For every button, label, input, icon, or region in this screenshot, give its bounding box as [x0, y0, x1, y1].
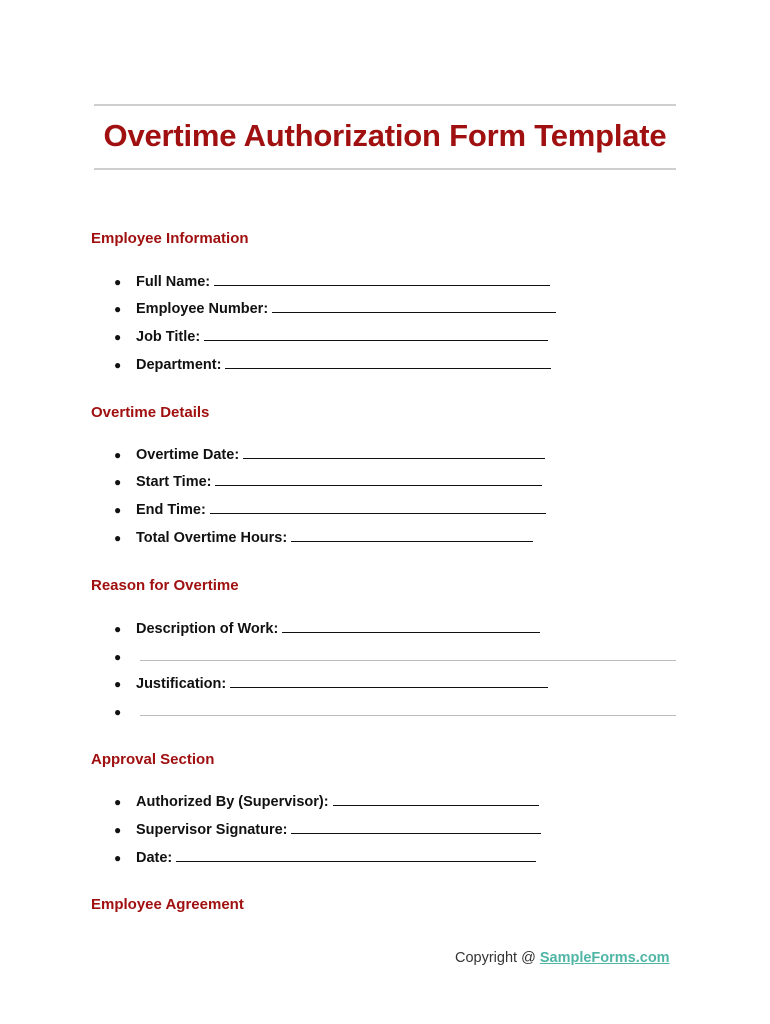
bullet: ● [114, 795, 122, 809]
section-heading-overtime-details: Overtime Details [91, 404, 210, 421]
bullet: ● [114, 622, 122, 636]
title-bottom-rule [94, 168, 676, 170]
date-fill-line[interactable] [176, 847, 536, 862]
list-item-end-time [0, 499, 770, 521]
bullet: ● [114, 705, 122, 719]
list-item-supervisor-signature [0, 819, 770, 841]
list-item-start-time [0, 471, 770, 493]
bullet: ● [114, 503, 122, 517]
list-item-justification [0, 673, 770, 695]
field-label-date: Date: [136, 850, 173, 866]
list-item-employee-number [0, 298, 770, 320]
list-item-justification-continuation [0, 701, 770, 723]
bullet: ● [114, 650, 122, 664]
section-heading-employee-agreement: Employee Agreement [91, 896, 244, 913]
list-item-authorized-by [0, 791, 770, 813]
bullet: ● [114, 302, 122, 316]
description-continuation-line[interactable] [140, 660, 676, 661]
top-rule [94, 104, 676, 106]
field-label-job-title: Job Title: [136, 329, 201, 345]
supervisor-signature-fill-line[interactable] [291, 819, 541, 834]
bullet: ● [114, 448, 122, 462]
field-label-overtime-date: Overtime Date: [136, 447, 240, 463]
section-heading-employee-information: Employee Information [91, 230, 249, 247]
bullet: ● [114, 330, 122, 344]
field-label-start-time: Start Time: [136, 474, 212, 490]
section-heading-approval-section: Approval Section [91, 751, 215, 768]
list-item-date [0, 847, 770, 869]
bullet: ● [114, 851, 122, 865]
bullet: ● [114, 677, 122, 691]
field-label-authorized-by: Authorized By (Supervisor): [136, 794, 329, 810]
total-overtime-hours-fill-line[interactable] [291, 527, 533, 542]
page-title: Overtime Authorization Form Template [103, 118, 667, 153]
job-title-fill-line[interactable] [204, 326, 548, 341]
list-item-description-of-work [0, 618, 770, 640]
end-time-fill-line[interactable] [210, 499, 546, 514]
list-item-overtime-date [0, 444, 770, 466]
field-label-supervisor-signature: Supervisor Signature: [136, 822, 288, 838]
bullet: ● [114, 475, 122, 489]
list-item-total-overtime-hours [0, 527, 770, 549]
bullet: ● [114, 275, 122, 289]
field-label-department: Department: [136, 357, 222, 373]
bullet: ● [114, 358, 122, 372]
bullet: ● [114, 823, 122, 837]
field-label-description-of-work: Description of Work: [136, 621, 279, 637]
bullet: ● [114, 531, 122, 545]
sampleforms-link[interactable]: SampleForms.com [539, 950, 670, 966]
field-label-full-name: Full Name: [136, 274, 211, 290]
field-label-employee-number: Employee Number: [136, 301, 269, 317]
start-time-fill-line[interactable] [215, 471, 542, 486]
full-name-fill-line[interactable] [214, 271, 550, 286]
authorized-by-fill-line[interactable] [333, 791, 539, 806]
list-item-department [0, 354, 770, 376]
list-item-description-continuation [0, 646, 770, 668]
list-item-full-name [0, 271, 770, 293]
copyright-prefix: Copyright @ [455, 950, 540, 966]
field-label-end-time: End Time: [136, 502, 206, 518]
list-item-job-title [0, 326, 770, 348]
field-label-total-overtime-hours: Total Overtime Hours: [136, 530, 288, 546]
justification-fill-line[interactable] [230, 673, 548, 688]
employee-number-fill-line[interactable] [272, 298, 556, 313]
overtime-date-fill-line[interactable] [243, 444, 545, 459]
description-of-work-fill-line[interactable] [282, 618, 540, 633]
section-heading-reason-for-overtime: Reason for Overtime [91, 577, 239, 594]
field-label-justification: Justification: [136, 676, 227, 692]
copyright-footer [455, 950, 670, 966]
justification-continuation-line[interactable] [140, 715, 676, 716]
department-fill-line[interactable] [225, 354, 551, 369]
